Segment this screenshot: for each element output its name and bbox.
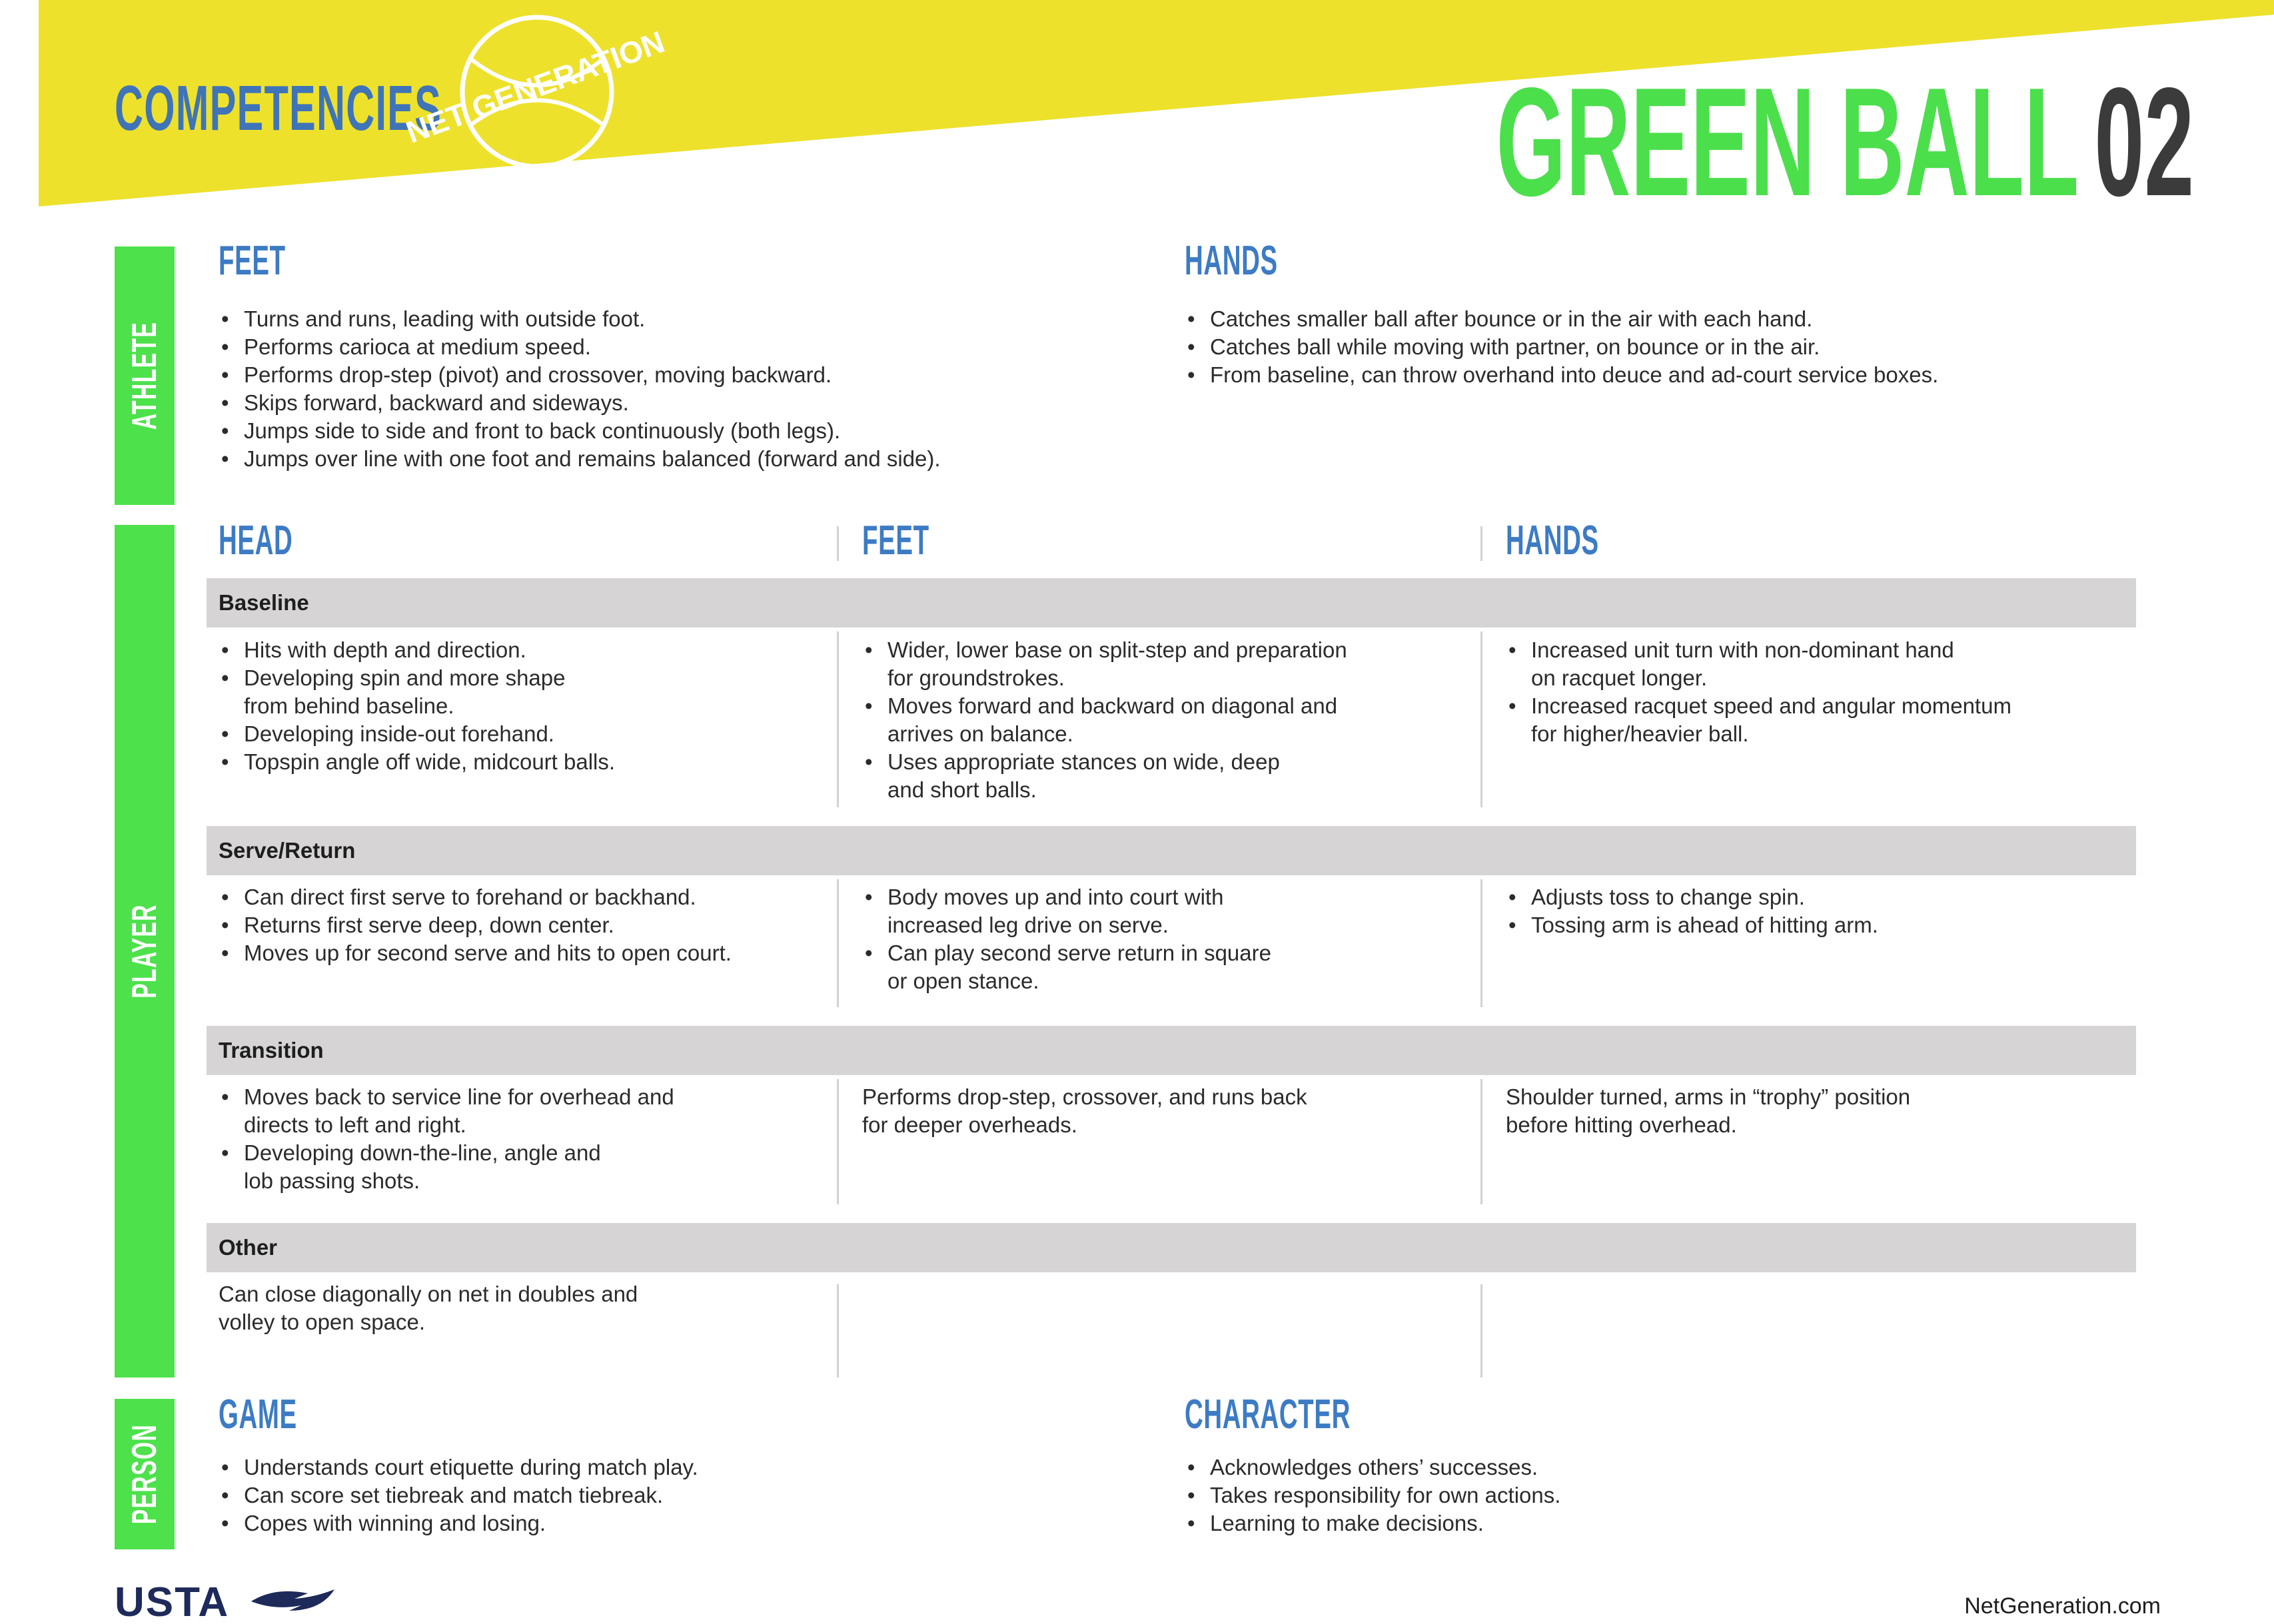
serve-return-title: Serve/Return xyxy=(219,838,356,863)
list-item: • Body moves up and into court with increased leg drive on serve. xyxy=(862,883,1462,939)
athlete-side-bar xyxy=(115,246,175,505)
game-heading: GAME xyxy=(219,1392,297,1437)
column-divider xyxy=(1480,1284,1482,1378)
list-item: • Developing spin and more shape from behind baseline. xyxy=(219,664,818,720)
list-item: • Takes responsibility for own actions. xyxy=(1185,1481,2051,1509)
column-divider xyxy=(837,526,839,561)
person-side-bar xyxy=(115,1399,175,1549)
list-item: • Acknowledges others’ successes. xyxy=(1185,1453,2051,1481)
athlete-feet-heading: FEET xyxy=(219,238,286,284)
other-bar xyxy=(207,1223,2136,1272)
serve-feet-list xyxy=(862,883,1462,995)
list-item: • Adjusts toss to change spin. xyxy=(1506,883,2132,911)
column-hands-heading: HANDS xyxy=(1506,518,1599,564)
list-item: • Returns first serve deep, down center. xyxy=(219,911,825,939)
column-head-heading: HEAD xyxy=(219,518,293,564)
list-item: • Uses appropriate stances on wide, deep and short balls. xyxy=(862,748,1462,804)
logo-text: NET GENERATION xyxy=(401,24,669,150)
serve-head-list xyxy=(219,883,825,967)
other-head-text: Can close diagonally on net in doubles and volley to open space. xyxy=(219,1282,638,1334)
list-item: • Topspin angle off wide, midcourt balls. xyxy=(219,748,818,776)
player-side-bar xyxy=(115,525,175,1378)
list-item: • Moves up for second serve and hits to open court. xyxy=(219,939,825,967)
level-title xyxy=(1496,56,2194,228)
column-divider xyxy=(837,879,839,1007)
list-item: • Learning to make decisions. xyxy=(1185,1509,2051,1537)
transition-feet-text: Performs drop-step, crossover, and runs back for deeper overheads. xyxy=(862,1084,1307,1137)
baseline-hands-list xyxy=(1506,636,2132,748)
transition-bar xyxy=(207,1026,2136,1075)
athlete-hands-heading: HANDS xyxy=(1185,238,1278,284)
level-number: 02 xyxy=(2094,56,2194,228)
list-item: • Moves back to service line for overhead and directs to left and right. xyxy=(219,1083,818,1139)
column-divider xyxy=(1480,1079,1482,1204)
baseline-title: Baseline xyxy=(219,590,309,615)
list-item: • From baseline, can throw overhand into deuce and ad-court service boxes. xyxy=(1185,361,2131,389)
transition-title: Transition xyxy=(219,1038,324,1062)
list-item: • Jumps over line with one foot and remains balanced (forward and side). xyxy=(219,445,1085,473)
list-item: • Can play second serve return in square or open stance. xyxy=(862,939,1462,995)
baseline-bar xyxy=(207,578,2136,627)
column-divider xyxy=(837,631,839,807)
serve-return-bar xyxy=(207,826,2136,875)
usta-swoosh-icon xyxy=(251,1589,334,1611)
column-divider xyxy=(1480,631,1482,807)
list-item: • Moves forward and backward on diagonal and arrives on balance. xyxy=(862,692,1462,748)
list-item: • Developing down-the-line, angle and lob passing shots. xyxy=(219,1139,818,1195)
person-label: PERSON xyxy=(125,1423,164,1525)
serve-hands-list xyxy=(1506,883,2132,939)
column-divider xyxy=(1480,526,1482,561)
list-item: • Catches ball while moving with partner, on bounce or in the air. xyxy=(1185,333,2131,361)
column-feet-heading: FEET xyxy=(862,518,929,564)
list-item: • Developing inside-out forehand. xyxy=(219,720,818,748)
net-generation-logo xyxy=(401,12,669,172)
character-heading: CHARACTER xyxy=(1185,1392,1351,1437)
transition-head-list xyxy=(219,1083,818,1195)
list-item: • Hits with depth and direction. xyxy=(219,636,818,664)
transition-hands-text: Shoulder turned, arms in “trophy” position before hitting overhead. xyxy=(1506,1084,1911,1137)
list-item: • Performs drop-step (pivot) and crossover, moving backward. xyxy=(219,361,1085,389)
list-item: • Increased unit turn with non-dominant hand on racquet longer. xyxy=(1506,636,2132,692)
athlete-feet-list xyxy=(219,305,1085,473)
list-item: • Can direct first serve to forehand or backhand. xyxy=(219,883,825,911)
page-title: COMPETENCIES xyxy=(115,73,442,144)
athlete-label: ATHLETE xyxy=(125,321,164,430)
list-item: • Increased racquet speed and angular momentum for higher/heavier ball. xyxy=(1506,692,2132,748)
baseline-feet-list xyxy=(862,636,1462,804)
list-item: • Understands court etiquette during match play. xyxy=(219,1453,1085,1481)
list-item: • Performs carioca at medium speed. xyxy=(219,333,1085,361)
usta-logo xyxy=(115,1579,341,1624)
game-list xyxy=(219,1453,1085,1537)
column-divider xyxy=(1480,879,1482,1007)
list-item: • Turns and runs, leading with outside foot. xyxy=(219,305,1085,333)
list-item: • Catches smaller ball after bounce or in the air with each hand. xyxy=(1185,305,2131,333)
other-title: Other xyxy=(219,1235,278,1260)
column-divider xyxy=(837,1284,839,1378)
list-item: • Tossing arm is ahead of hitting arm. xyxy=(1506,911,2132,939)
column-divider xyxy=(837,1079,839,1204)
list-item: • Skips forward, backward and sideways. xyxy=(219,389,1085,417)
usta-logo-text: USTA xyxy=(115,1579,230,1624)
list-item: • Copes with winning and losing. xyxy=(219,1509,1085,1537)
character-list xyxy=(1185,1453,2051,1537)
footer-url: NetGeneration.com xyxy=(1964,1593,2161,1619)
list-item: • Jumps side to side and front to back continuously (both legs). xyxy=(219,417,1085,445)
list-item: • Wider, lower base on split-step and preparation for groundstrokes. xyxy=(862,636,1462,692)
baseline-head-list xyxy=(219,636,818,776)
level-word: GREEN BALL xyxy=(1496,56,2079,228)
player-label: PLAYER xyxy=(125,904,164,999)
list-item: • Can score set tiebreak and match tiebreak. xyxy=(219,1481,1085,1509)
athlete-hands-list xyxy=(1185,305,2131,389)
